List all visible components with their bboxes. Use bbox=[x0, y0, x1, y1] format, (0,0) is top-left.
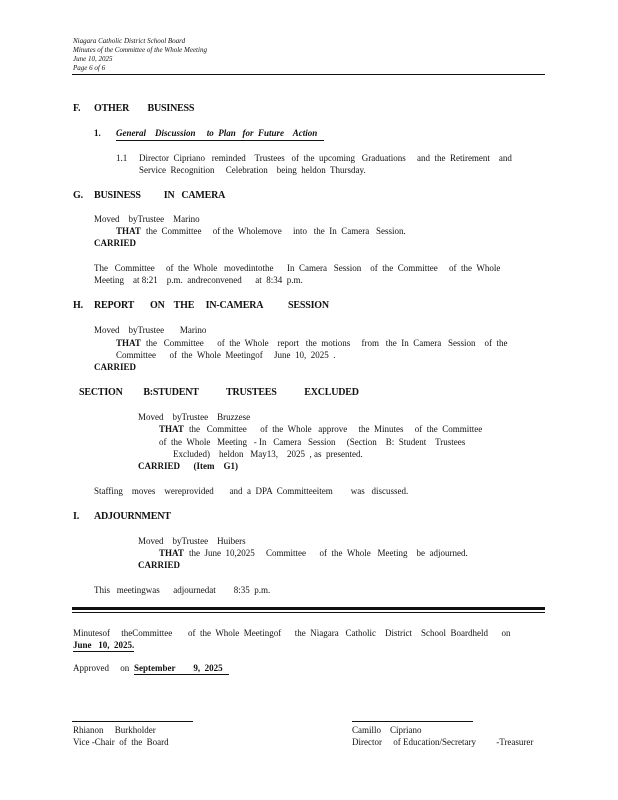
section-g-that: THAT bbox=[116, 226, 141, 236]
signature-right-name: Camillo Cipriano bbox=[352, 725, 422, 735]
section-h-carried: CARRIED bbox=[94, 362, 137, 372]
section-i-carried: CARRIED bbox=[138, 560, 181, 570]
section-f-letter: F. bbox=[73, 103, 81, 114]
footer-approved-label: Approved on bbox=[73, 663, 130, 673]
section-b-title: SECTION B:STUDENT TRUSTEES EXCLUDED bbox=[79, 387, 359, 398]
section-h-moved: Moved byTrustee Marino bbox=[94, 325, 207, 335]
signature-left-title: Vice -Chair of the Board bbox=[73, 737, 169, 747]
section-h-title: REPORT ON THE IN-CAMERA SESSION bbox=[94, 300, 329, 311]
footer-double-rule-top bbox=[72, 607, 545, 610]
footer-approved-date: September 9, 2025 bbox=[134, 663, 229, 675]
section-g-paragraph-line1: The Committee of the Whole movedintothe In Camera Session of the Committee of the Whole bbox=[94, 263, 501, 273]
section-g-paragraph-line2: Meeting at 8:21 p.m. andreconvened at 8:34 p.m. bbox=[94, 275, 303, 285]
section-b-motion-line2: of the Whole Meeting - In Camera Session (Section B: Student Trustees bbox=[159, 437, 466, 447]
section-f-item1-1-line2: Service Recognition Celebration being heldon Thursday. bbox=[139, 165, 366, 175]
header-rule bbox=[72, 74, 545, 75]
section-b-motion-line3: Excluded) heldon May13, 2025 , as presented. bbox=[173, 449, 363, 459]
header-board-name: Niagara Catholic District School Board bbox=[73, 37, 186, 45]
section-b-that: THAT bbox=[159, 424, 184, 434]
section-g-carried: CARRIED bbox=[94, 238, 137, 248]
section-b-carried: CARRIED (Item G1) bbox=[138, 461, 238, 471]
section-h-letter: H. bbox=[73, 300, 83, 311]
signature-right-title: Director of Education/Secretary -Treasurer bbox=[352, 737, 534, 747]
section-g-moved: Moved byTrustee Marino bbox=[94, 214, 200, 224]
section-i-that: THAT bbox=[159, 548, 184, 558]
section-h-motion-line1: the Committee of the Whole report the motions from the In Camera Session of the bbox=[146, 338, 508, 348]
footer-minutes-statement: Minutesof theCommittee of the Whole Meetingof the Niagara Catholic District School Boardheld on bbox=[73, 628, 511, 638]
section-f-item1-1-number: 1.1 bbox=[116, 153, 128, 163]
header-page-number: Page 6 of 6 bbox=[73, 64, 106, 72]
section-f-title: OTHER BUSINESS bbox=[94, 103, 195, 114]
section-b-staffing-note: Staffing moves wereprovided and a DPA Committeeitem was discussed. bbox=[94, 486, 409, 496]
section-f-item1-title: General Discussion to Plan for Future Action bbox=[116, 128, 324, 141]
section-i-title: ADJOURNMENT bbox=[94, 511, 171, 522]
section-b-moved: Moved byTrustee Bruzzese bbox=[138, 412, 251, 422]
section-i-adjourned-time: This meetingwas adjournedat 8:35 p.m. bbox=[94, 585, 271, 595]
section-i-moved: Moved byTrustee Huibers bbox=[138, 536, 246, 546]
section-g-title: BUSINESS IN CAMERA bbox=[94, 190, 226, 201]
section-b-motion-line1: the Committee of the Whole approve the Minutes of the Committee bbox=[189, 424, 483, 434]
section-f-item1-number: 1. bbox=[94, 128, 101, 138]
signature-line-left bbox=[72, 721, 193, 722]
section-f-item1-1-line1: Director Cipriano reminded Trustees of the upcoming Graduations and the Retirement and bbox=[139, 153, 512, 163]
signature-left-name: Rhianon Burkholder bbox=[73, 725, 156, 735]
section-h-motion-line2: Committee of the Whole Meetingof June 10, 2025 . bbox=[116, 350, 336, 360]
section-i-letter: I. bbox=[73, 511, 79, 522]
section-g-letter: G. bbox=[73, 190, 83, 201]
signature-line-right bbox=[352, 721, 473, 722]
footer-minutes-date: June 10, 2025. bbox=[73, 640, 135, 650]
section-g-motion-text: the Committee of the Wholemove into the In Camera Session. bbox=[146, 226, 406, 236]
section-i-motion-text: the June 10,2025 Committee of the Whole Meeting be adjourned. bbox=[189, 548, 468, 558]
section-h-that: THAT bbox=[116, 338, 141, 348]
footer-double-rule-bottom bbox=[72, 612, 545, 613]
header-meeting-name: Minutes of the Committee of the Whole Meeting bbox=[73, 46, 207, 54]
header-date: June 10, 2025 bbox=[73, 55, 113, 63]
